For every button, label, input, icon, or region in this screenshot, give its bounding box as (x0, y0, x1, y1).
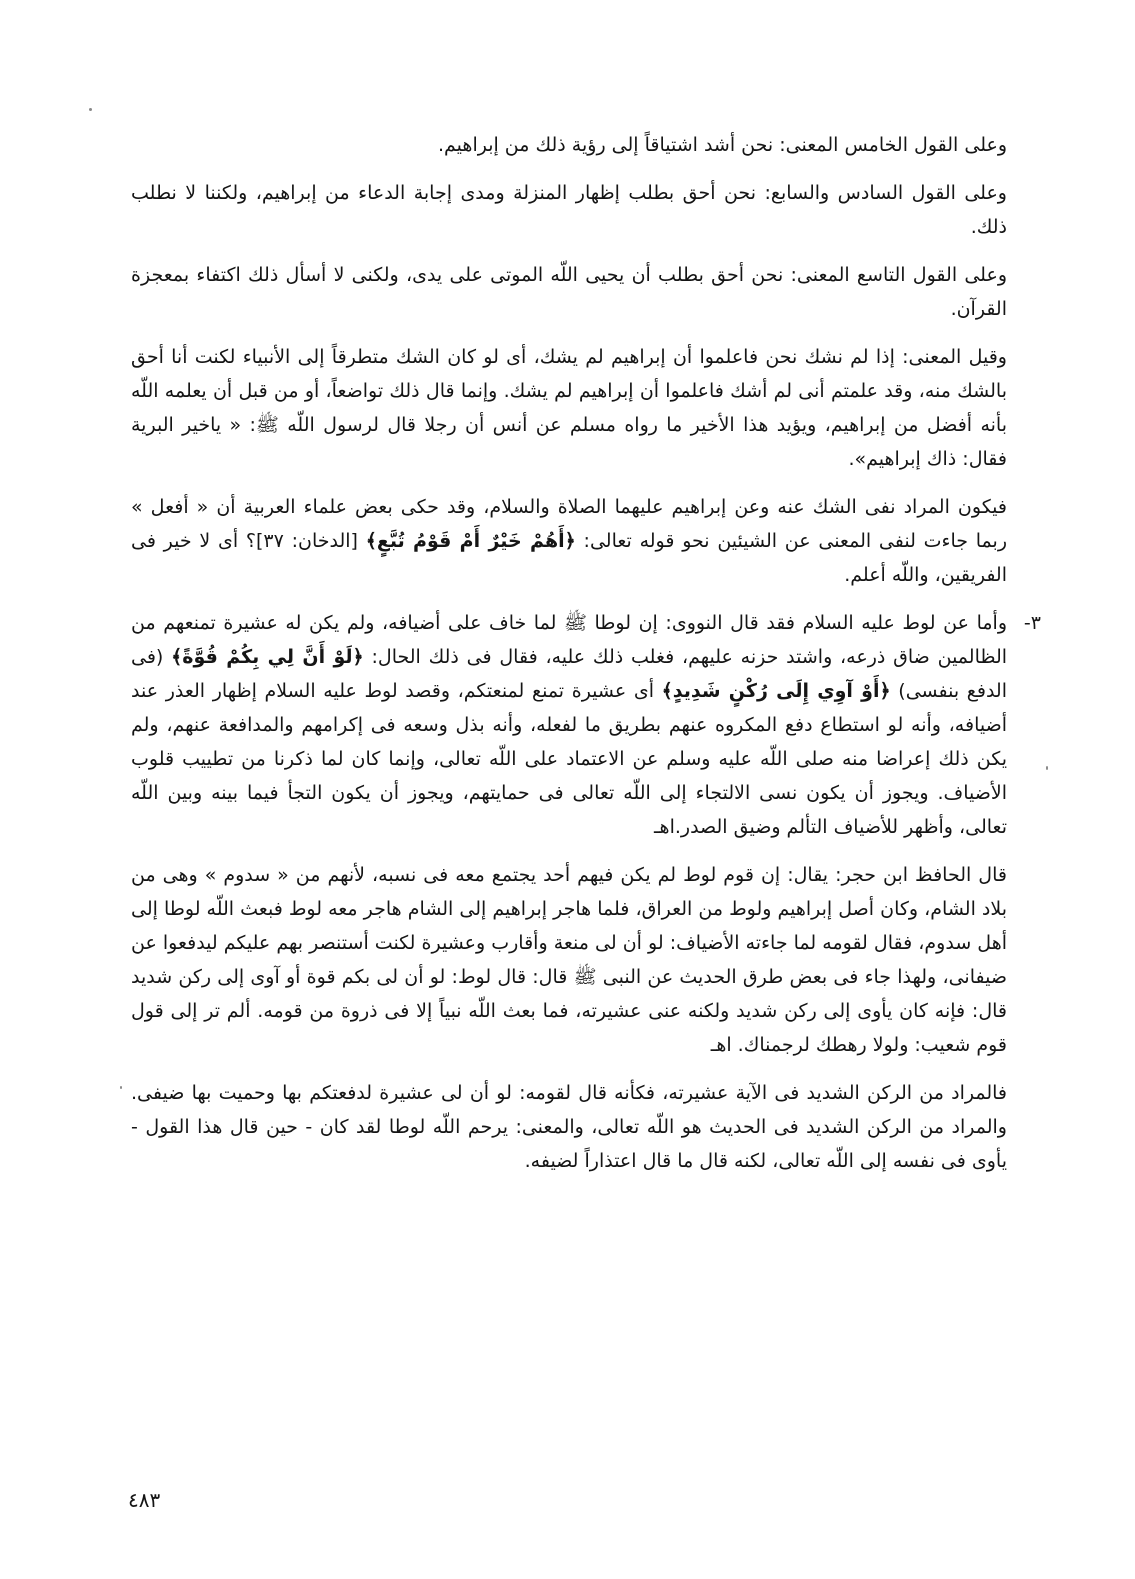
paragraph-ibn-hajar: قال الحافظ ابن حجر: يقال: إن قوم لوط لم يكن فيهم أحد يجتمع معه فى نسبه، لأنهم من « سدوم » وهى من بلاد الشام، وكان أصل إبراهيم ولوط من العراق، فلما هاجر إبراهيم إلى الشام هاجر معه لوط فبعث اللّه لوطا إلى أهل سدوم، فقال لقومه لما جاءته الأضياف: لو أن لى منعة وأقارب وعشيرة لكنت أستنصر بهم عليكم ليدفعوا عن ضيفانى، ولهذا جاء فى بعض طرق الحديث عن النبى ﷺ قال: قال لوط: لو أن لى بكم قوة أو آوى إلى ركن شديد قال: فإنه كان يأوى إلى ركن شديد ولكنه عنى عشيرته، فما بعث اللّه نبياً إلا فى ذروة من قومه. ألم تر إلى قول قوم شعيب: ولولا رهطك لرجمناك. اهـ (131, 864, 1007, 1056)
paragraph-text: أى عشيرة تمنع لمنعتكم، وقصد لوط عليه السلام إظهار العذر عند أضيافه، وأنه لو استطاع دفع المكروه عنهم بطريق ما لفعله، وأنه بذل وسعه فى إكرامهم والمدافعة عنهم، ولم يكن ذلك إعراضا منه صلى اللّه عليه وسلم عن الاعتماد على اللّه تعالى، وإنما كان لما ذكرنا من تطييب قلوب الأضياف. ويجوز أن يكون نسى الالتجاء إلى اللّه تعالى فى حمايتهم، ويجوز أن يكون التجأ فيما بينه وبين اللّه تعالى، وأظهر للأضياف التألم وضيق الصدر.اهـ (131, 680, 1007, 838)
paragraph-sixth-seventh-opinion: وعلى القول السادس والسابع: نحن أحق بطلب إظهار المنزلة ومدى إجابة الدعاء من إبراهيم، ولكننا لا نطلب ذلك. (131, 182, 1007, 238)
scan-speck (89, 108, 92, 111)
paragraph-text: وأما عن لوط عليه السلام فقد قال النووى: إن لوطا ﷺ لما خاف على أضيافه، ولم يكن له عشيرة تمنعهم من الظالمين ضاق ذرعه، واشتد حزنه عليهم، فغلب ذلك عليه، فقال فى ذلك الحال: (131, 612, 1008, 668)
quran-verse: ﴿لَوْ أَنَّ لِي بِكُمْ قُوَّةً﴾ (171, 646, 364, 668)
paragraph-text: فيكون المراد نفى الشك عنه وعن إبراهيم عليهما الصلاة والسلام، وقد حكى بعض علماء العربية أن « أفعل » ربما جاءت لنفى المعنى عن الشيئين نحو قوله تعالى: (131, 496, 1007, 552)
paragraph-text: (فى الدفع بنفسى) (131, 646, 1007, 702)
quran-verse: ﴿أَهُمْ خَيْرٌ أَمْ قَوْمُ تُبَّعٍ﴾ (365, 530, 576, 552)
paragraph-doubt-meaning: وقيل المعنى: إذا لم نشك نحن فاعلموا أن إبراهيم لم يشك، أى لو كان الشك متطرقاً إلى الأنبياء لكنت أنا أحق بالشك منه، وقد علمتم أنى لم أشك فاعلموا أن إبراهيم لم يشك. وإنما قال ذلك تواضعاً، أو من قبل أن يعلمه اللّه بأنه أفضل من إبراهيم، ويؤيد هذا الأخير ما رواه مسلم عن أنس أن رجلا قال لرسول اللّه ﷺ: « ياخير البرية فقال: ذاك إبراهيم». (131, 346, 1007, 470)
paragraph-negation-of-doubt (131, 490, 1007, 592)
numbered-item-lot (131, 606, 1041, 844)
scan-speck (1046, 766, 1048, 770)
page-body (131, 128, 1041, 1192)
scan-speck (120, 1086, 122, 1089)
paragraph-fifth-opinion: وعلى القول الخامس المعنى: نحن أشد اشتياقاً إلى رؤية ذلك من إبراهيم. (438, 134, 1007, 156)
item-number: ٣- (1023, 612, 1041, 634)
paragraph-text: [الدخان: ٣٧]؟ أى لا خير فى الفريقين، واللّه أعلم. (131, 530, 1007, 586)
paragraph-strong-support: فالمراد من الركن الشديد فى الآية عشيرته، فكأنه قال لقومه: لو أن لى عشيرة لدفعتكم بها وحميت بها ضيفى. والمراد من الركن الشديد فى الحديث هو اللّه تعالى، والمعنى: يرحم اللّه لوطا لقد كان - حين قال هذا القول - يأوى فى نفسه إلى اللّه تعالى، لكنه قال ما قال اعتذاراً لضيفه. (131, 1082, 1007, 1172)
paragraph-ninth-opinion: وعلى القول التاسع المعنى: نحن أحق بطلب أن يحيى اللّه الموتى على يدى، ولكنى لا أسأل ذلك اكتفاء بمعجزة القرآن. (131, 264, 1007, 320)
page-number: ٤٨٣ (128, 1488, 161, 1512)
quran-verse: ﴿أَوْ آوِي إِلَى رُكْنٍ شَدِيدٍ﴾ (661, 680, 891, 702)
